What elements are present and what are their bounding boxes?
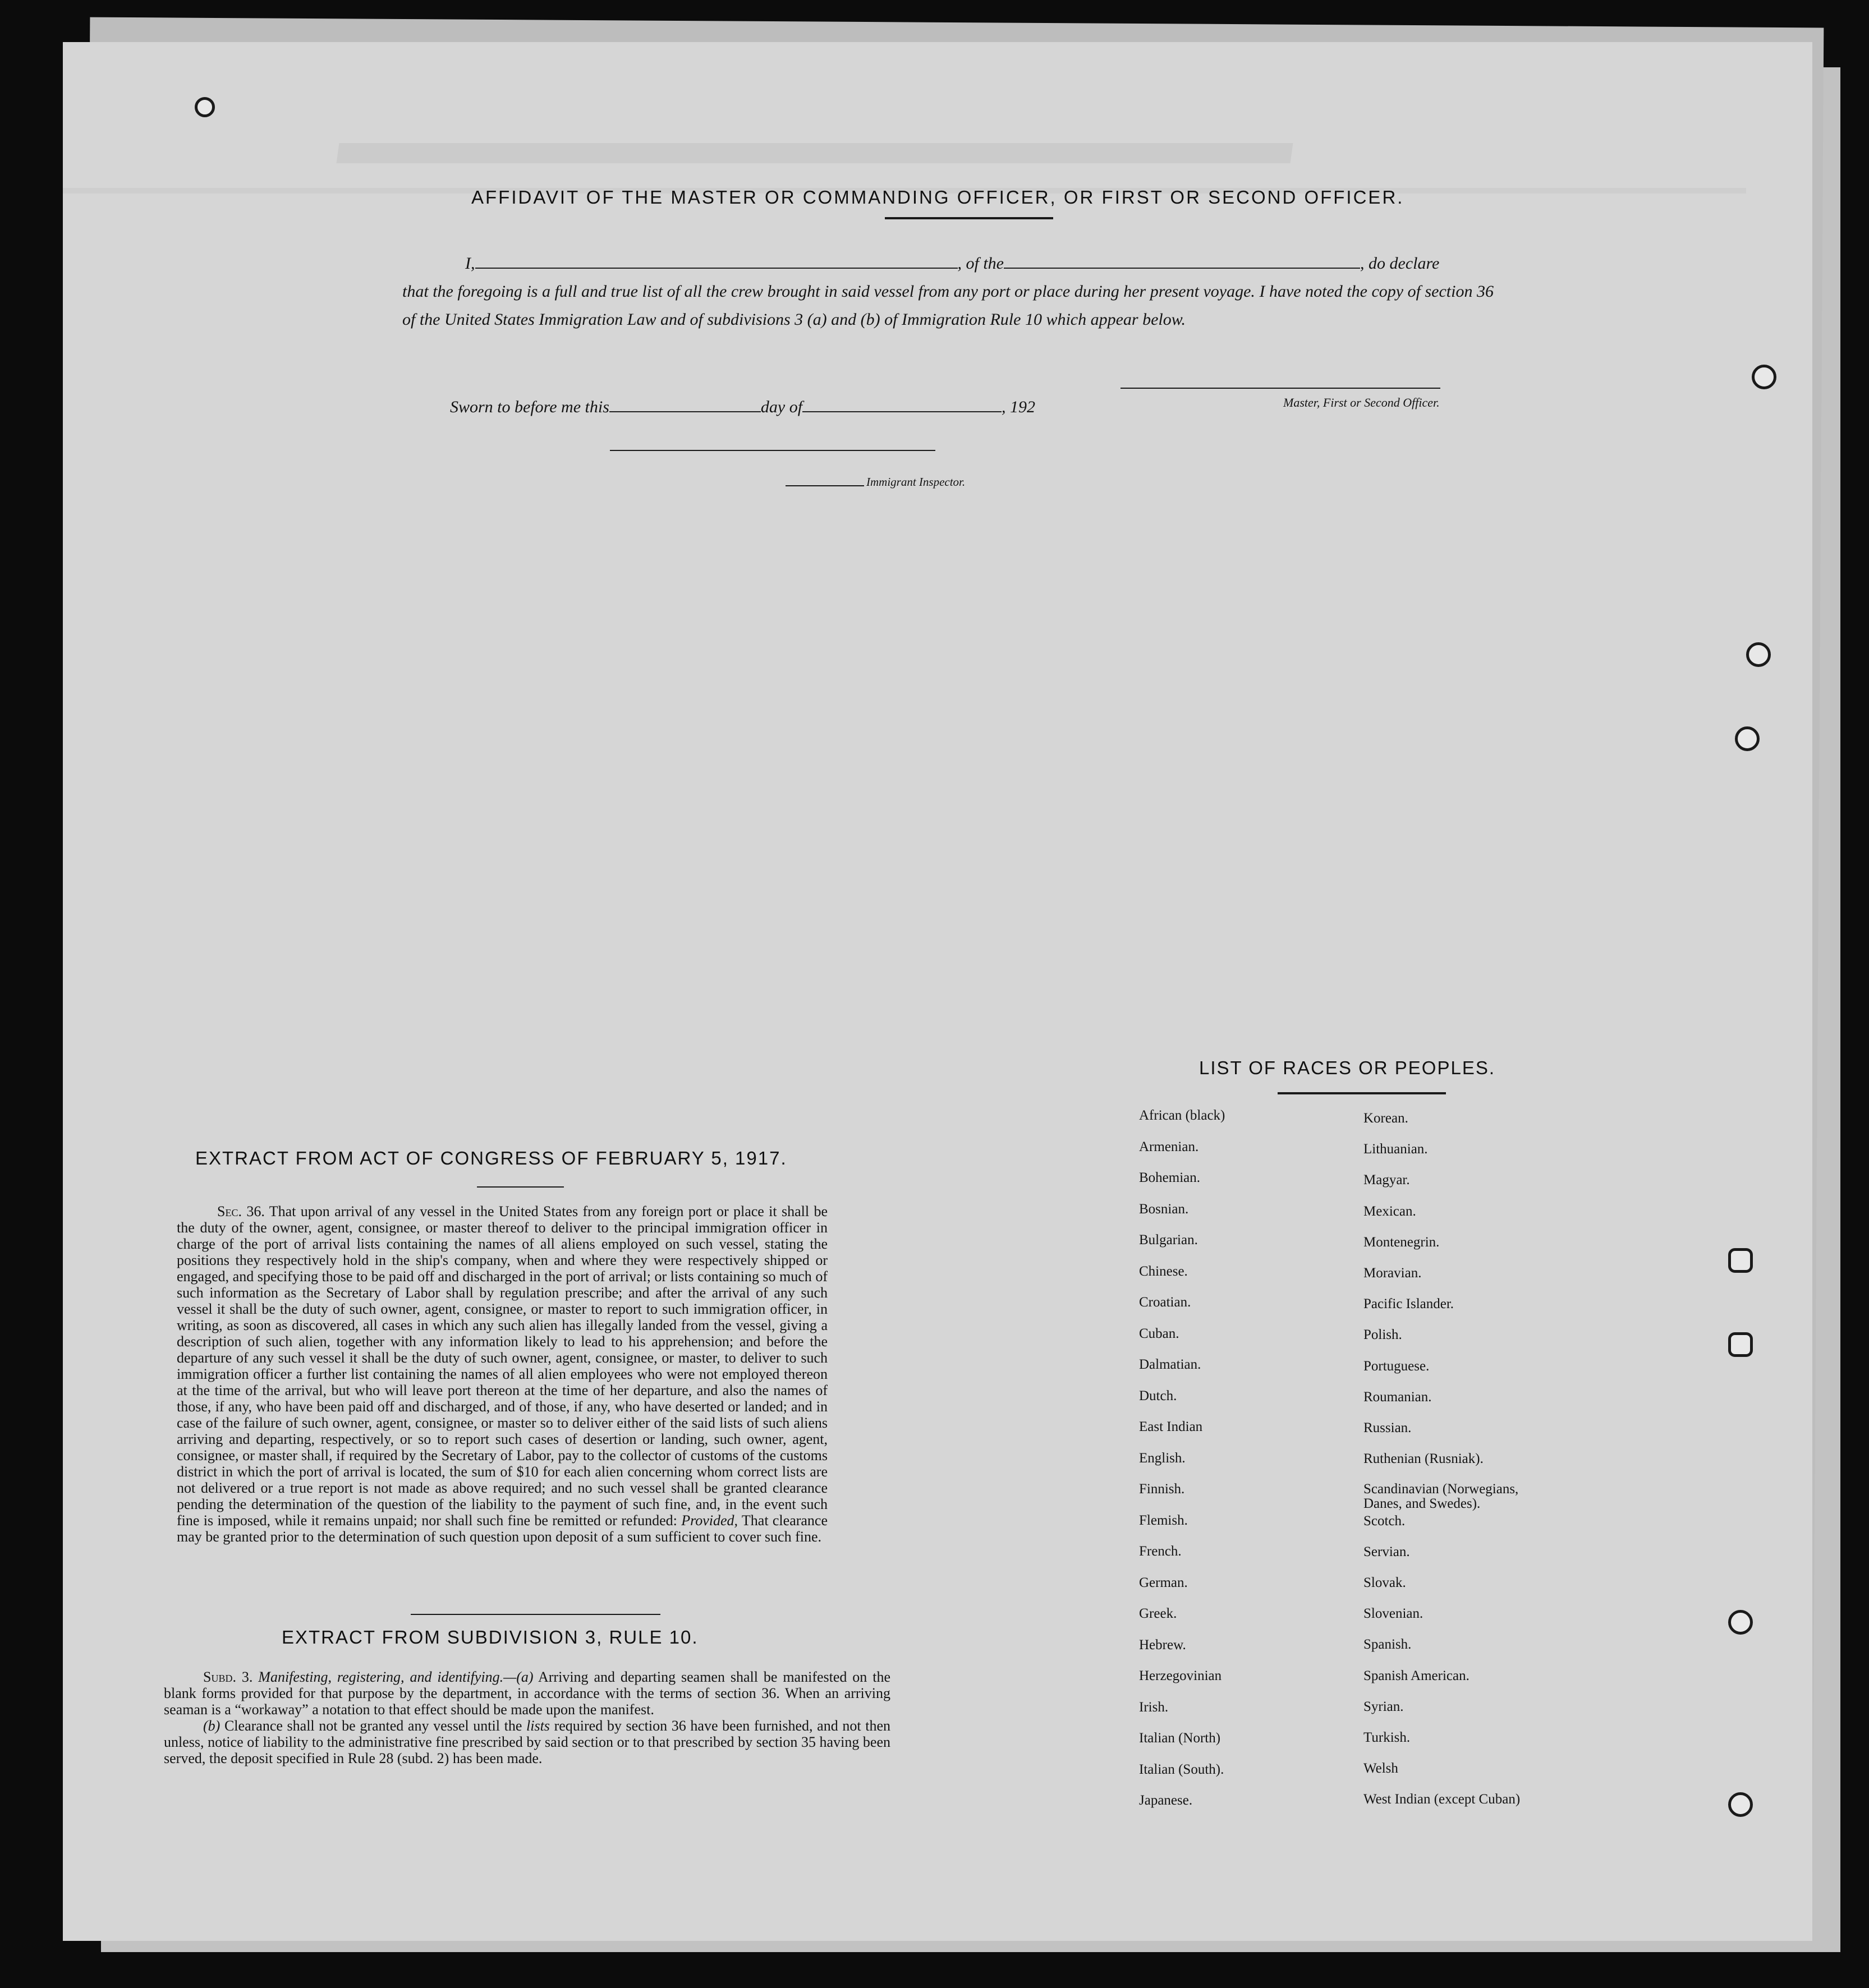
subd-b-lists-word: lists (526, 1718, 550, 1734)
affidavit-title-rule (885, 217, 1053, 219)
inspector-signature-line[interactable] (610, 450, 935, 451)
sworn-month-field[interactable] (802, 395, 1002, 412)
race-item: Italian (North) (1139, 1731, 1221, 1746)
document-page (63, 42, 1812, 1941)
race-item: Croatian. (1139, 1295, 1191, 1310)
race-item: Korean. (1363, 1111, 1408, 1126)
race-item: African (black) (1139, 1108, 1225, 1123)
section-36-text-end: That clearance may be granted prior to the determination of such question upon deposit of a sum sufficient to cover such fine. (177, 1512, 828, 1545)
inspector-label: Immigrant Inspector. (866, 475, 966, 489)
race-item: English. (1139, 1450, 1186, 1466)
punch-hole (1728, 1248, 1753, 1273)
act-title-rule (477, 1186, 564, 1188)
subd-b-label: (b) (203, 1718, 221, 1734)
race-item: Portuguese. (1363, 1358, 1430, 1374)
race-item: Chinese. (1139, 1263, 1188, 1279)
race-item: Hebrew. (1139, 1637, 1186, 1653)
races-left-column (1139, 1108, 1352, 1871)
race-item: Dutch. (1139, 1388, 1177, 1403)
show-through-banner (336, 143, 1293, 163)
race-item: Irish. (1139, 1699, 1169, 1715)
race-item: East Indian (1139, 1419, 1203, 1434)
affidavit-declare-label: , do declare (1360, 254, 1440, 273)
punch-hole (1735, 726, 1760, 751)
race-item: Slovenian. (1363, 1606, 1423, 1622)
act-title: EXTRACT FROM ACT OF CONGRESS OF FEBRUARY 5, 1917. (195, 1148, 787, 1168)
race-item: Russian. (1363, 1420, 1412, 1435)
race-item: German. (1139, 1575, 1188, 1590)
race-item: Armenian. (1139, 1139, 1199, 1154)
sworn-line (450, 395, 1035, 417)
race-item: Greek. (1139, 1606, 1177, 1621)
subd-a-text: Arriving and departing seamen shall be manifested on the blank forms provided for that purpose by the department, in accordance with the terms of section 36. When an arriving seaman is a “workaway” a notation to that effect should be made upon the manifest. (164, 1669, 890, 1718)
race-item: French. (1139, 1544, 1182, 1559)
race-item: Italian (South). (1139, 1761, 1224, 1777)
affidavit-first-line (402, 250, 1494, 278)
punch-hole (1728, 1332, 1753, 1357)
race-item: Dalmatian. (1139, 1357, 1201, 1372)
punch-hole (1752, 365, 1776, 389)
section-36-label: Sec. 36. (217, 1203, 265, 1220)
race-item: Bosnian. (1139, 1201, 1189, 1217)
races-title-rule (1278, 1092, 1446, 1094)
race-item: Slovak. (1363, 1575, 1406, 1590)
affidavit-of-the-label: , of the (957, 254, 1004, 273)
act-section-36 (177, 1203, 828, 1545)
race-item: Mexican. (1363, 1203, 1416, 1219)
race-item: Syrian. (1363, 1699, 1404, 1714)
rule-title-rule (411, 1614, 660, 1615)
sworn-year-label: , 192 (1002, 398, 1036, 416)
sworn-day-of-label: day of (760, 398, 803, 416)
race-item: Bohemian. (1139, 1170, 1201, 1185)
punch-hole (1746, 642, 1771, 667)
race-item: Servian. (1363, 1544, 1410, 1559)
affidavit-body-text: that the foregoing is a full and true list of all the crew brought in said vessel from any port or place during her present voyage. I have noted the copy of section 36 of the United States Immigration Law and of subdivisions 3 (a) and (b) of Immigration Rule 10 which appear below. (402, 282, 1494, 329)
race-item: Scandinavian (Norwegians, Danes, and Swedes). (1363, 1481, 1519, 1512)
race-item: Bulgarian. (1139, 1232, 1198, 1248)
race-item: West Indian (except Cuban) (1363, 1792, 1521, 1807)
sworn-day-field[interactable] (609, 395, 761, 412)
races-title: LIST OF RACES OR PEOPLES. (1199, 1057, 1496, 1078)
provided-word: Provided, (681, 1512, 738, 1529)
race-item: Ruthenian (Rusniak). (1363, 1451, 1484, 1467)
affidavit-i-label: I, (465, 254, 475, 273)
race-item: Cuban. (1139, 1326, 1179, 1341)
race-item: Herzegovinian (1139, 1668, 1222, 1683)
race-item: Magyar. (1363, 1172, 1410, 1188)
race-item: Lithuanian. (1363, 1142, 1428, 1157)
race-item: Moravian. (1363, 1265, 1422, 1281)
race-item: Finnish. (1139, 1481, 1185, 1497)
race-item: Welsh (1363, 1761, 1398, 1777)
race-item: Polish. (1363, 1327, 1402, 1343)
master-name-field[interactable] (475, 252, 958, 269)
punch-hole (1728, 1610, 1753, 1635)
race-item: Spanish. (1363, 1637, 1412, 1653)
race-item: Pacific Islander. (1363, 1296, 1454, 1312)
race-item: Flemish. (1139, 1512, 1188, 1528)
subd-label: Subd. 3. (203, 1669, 253, 1685)
signature-label: Master, First or Second Officer. (1283, 395, 1440, 409)
subd-heading: Manifesting, registering, and identifying. (258, 1669, 504, 1685)
race-item: Japanese. (1139, 1793, 1193, 1808)
signature-line[interactable] (1121, 388, 1440, 389)
affidavit-text (402, 250, 1494, 334)
races-right-column (1363, 1111, 1599, 1874)
subd-b-paragraph (164, 1718, 890, 1766)
subd-b-text: Clearance shall not be granted any vessel until the (224, 1718, 522, 1734)
section-36-text: That upon arrival of any vessel in the United States from any foreign port or place it shall be the duty of the owner, agent, consignee, or master thereof to deliver to the principal immigration officer in charge of the port of arrival lists containing the names of all aliens employed on such vessel, stating the positions they respectively hold in the ship's company, when and where they were respectively shipped or engaged, and specifying those to be paid off and discharged in the port of arrival; or lists containing so much of such information as the Secretary of Labor shall by regulation prescribe; and after the arrival of any such vessel it shall be the duty of such owner, agent, consignee, or master to report to such immigration officer, in writing, as soon as discovered, all cases in which any such alien has illegally landed from the vessel, giving a description of such alien, together with any information likely to lead to his apprehension; and before the departure of any such vessel it shall be the duty of such owner, agent, consignee, or master, to deliver to such immigration officer a further list containing the names of all alien employees who were not employed thereon at the time of the arrival, but who will leave port thereon at the time of her departure, and also the names of those, if any, who have been paid off and discharged, and of those, if any, who have deserted or landed; and in case of the failure of such owner, agent, consignee, or master so to deliver either of the said lists of such aliens arriving and departing, respectively, or so to report such cases of desertion or landing, such owner, agent, consignee, or master shall, if required by the Secretary of Labor, pay to the collector of customs of the customs district in which the port of arrival is located, the sum of $10 for each alien concerning whom correct lists are not delivered or a true report is not made as above required; and no such vessel shall be granted clearance pending the determination of the question of the liability to the payment of such fine, and, in the event such fine is imposed, while it remains unpaid; nor shall such fine be remitted or refunded: (177, 1203, 828, 1529)
subd-a-paragraph (164, 1669, 890, 1718)
race-item: Turkish. (1363, 1730, 1411, 1745)
subd-b-text-end: required by section 36 have been furnished, and not then unless, notice of liability to the administrative fine prescribed by said section or to that prescribed by section 35 having been served, the deposit specified in Rule 28 (subd. 2) has been made. (164, 1718, 890, 1766)
race-item: Montenegrin. (1363, 1234, 1440, 1250)
rule-title: EXTRACT FROM SUBDIVISION 3, RULE 10. (282, 1627, 699, 1648)
vessel-name-field[interactable] (1004, 252, 1360, 269)
rule-subdivision-3 (164, 1669, 890, 1766)
affidavit-title: AFFIDAVIT OF THE MASTER OR COMMANDING OFFICER, OR FIRST OR SECOND OFFICER. (471, 187, 1404, 208)
inspector-title-line (786, 485, 864, 486)
race-item: Roumanian. (1363, 1389, 1432, 1405)
punch-hole (1728, 1792, 1753, 1817)
race-item: Spanish American. (1363, 1668, 1470, 1683)
sworn-label: Sworn to before me this (450, 398, 609, 416)
subd-a-label: —(a) (503, 1669, 534, 1685)
punch-hole (195, 97, 215, 117)
race-item: Scotch. (1363, 1513, 1406, 1529)
